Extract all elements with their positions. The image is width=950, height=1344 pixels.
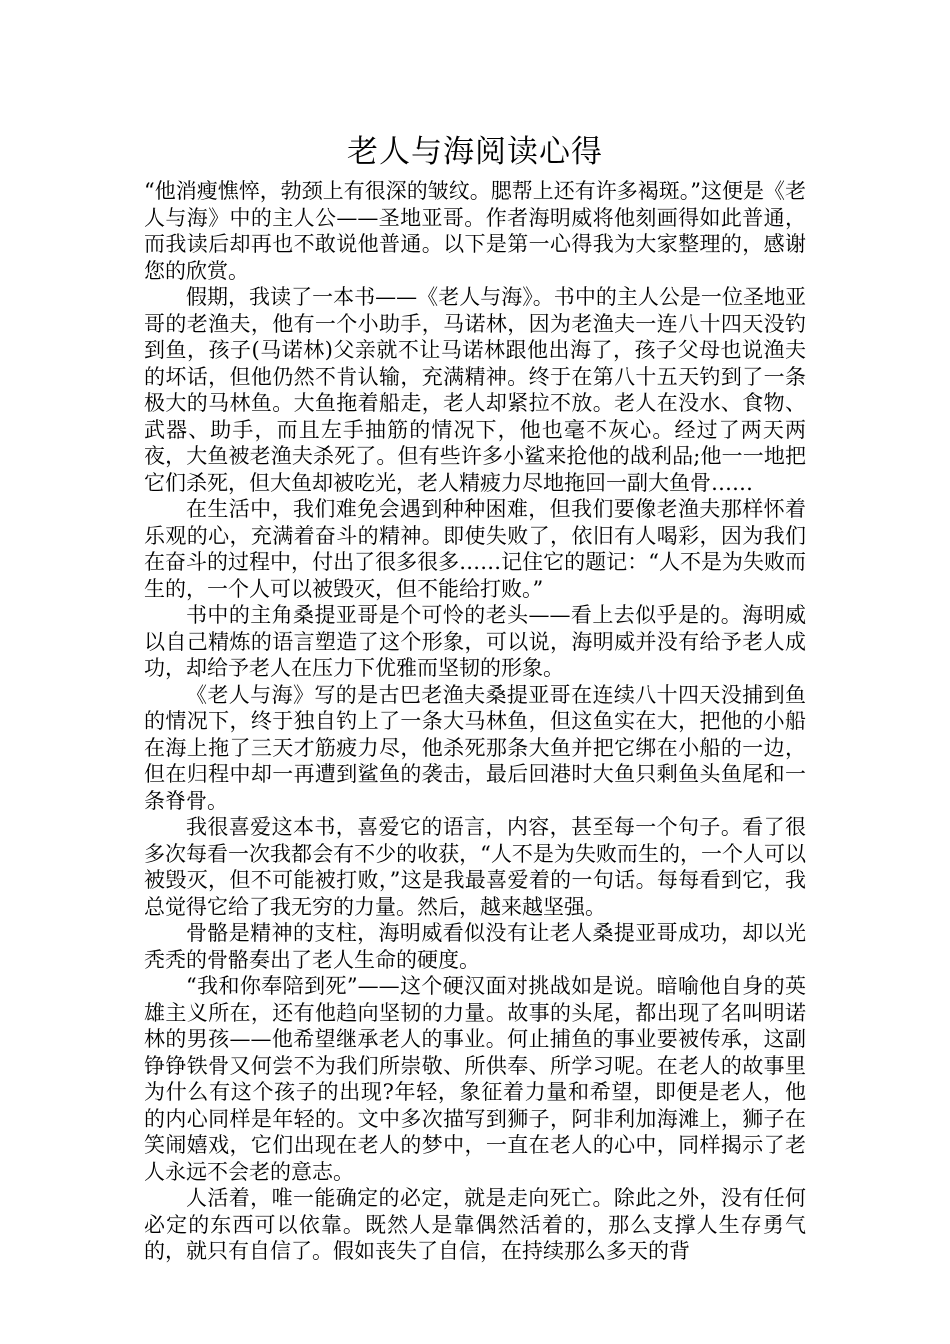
paragraph: 书中的主角桑提亚哥是个可怜的老头——看上去似乎是的。海明威以自己精炼的语言塑造了这个形象，可以说，海明威并没有给予老人成功，却给予老人在压力下优雅而坚韧的形象。 — [144, 603, 806, 680]
paragraph-intro: “他消瘦憔悴，勃颈上有很深的皱纹。腮帮上还有许多褐斑。”这便是《老人与海》中的主人公——圣地亚哥。作者海明威将他刻画得如此普通，而我读后却再也不敢说他普通。以下是第一心得我为大家整理的，感谢您的欣赏。 — [144, 179, 806, 283]
paragraph: 我很喜爱这本书，喜爱它的语言，内容，甚至每一个句子。看了很多次每看一次我都会有不少的收获，“人不是为失败而生的，一个人可以被毁灭，但不可能被打败，”这是我最喜爱着的一句话。每每看到它，我总觉得它给了我无穷的力量。然后，越来越坚强。 — [144, 815, 806, 919]
paragraph: 《老人与海》写的是古巴老渔夫桑提亚哥在连续八十四天没捕到鱼的情况下，终于独自钓上了一条大马林鱼，但这鱼实在大，把他的小船在海上拖了三天才筋疲力尽，他杀死那条大鱼并把它绑在小船的一边，但在归程中却一再遭到鲨鱼的袭击，最后回港时大鱼只剩鱼头鱼尾和一条脊骨。 — [144, 682, 806, 813]
document-page — [144, 126, 806, 1265]
paragraph: 在生活中，我们难免会遇到种种困难，但我们要像老渔夫那样怀着乐观的心，充满着奋斗的精神。即使失败了，依旧有人喝彩，因为我们在奋斗的过程中，付出了很多很多……记住它的题记：“人不是为失败而生的，一个人可以被毁灭，但不能给打败。” — [144, 497, 806, 601]
document-title: 老人与海阅读心得 — [347, 134, 603, 170]
paragraph: 人活着，唯一能确定的必定，就是走向死亡。除此之外，没有任何必定的东西可以依靠。既然人是靠偶然活着的，那么支撑人生存勇气的，就只有自信了。假如丧失了自信，在持续那么多天的背 — [144, 1186, 806, 1263]
paragraph: 骨骼是精神的支柱，海明威看似没有让老人桑提亚哥成功，却以光秃秃的骨骼奏出了老人生命的硬度。 — [144, 921, 806, 972]
paragraph: 假期，我读了一本书——《老人与海》。书中的主人公是一位圣地亚哥的老渔夫，他有一个小助手，马诺林，因为老渔夫一连八十四天没钓到鱼，孩子(马诺林)父亲就不让马诺林跟他出海了，孩子父母也说渔夫的坏话，但他仍然不肯认输，充满精神。终于在第八十五天钓到了一条极大的马林鱼。大鱼拖着船走，老人却紧拉不放。老人在没水、食物、武器、助手，而且左手抽筋的情况下，他也毫不灰心。经过了两天两夜，大鱼被老渔夫杀死了。但有些许多小鲨来抢他的战利品;他一一地把它们杀死，但大鱼却被吃光，老人精疲力尽地拖回一副大鱼骨…… — [144, 285, 806, 495]
paragraph: “我和你奉陪到死”——这个硬汉面对挑战如是说。暗喻他自身的英雄主义所在，还有他趋向坚韧的力量。故事的头尾，都出现了名叫明诺林的男孩——他希望继承老人的事业。何止捕鱼的事业要被传承，这副铮铮铁骨又何尝不为我们所崇敬、所供奉、所学习呢。在老人的故事里为什么有这个孩子的出现?年轻，象征着力量和希望，即便是老人，他的内心同样是年轻的。文中多次描写到狮子，阿非利加海滩上，狮子在笑闹嬉戏，它们出现在老人的梦中，一直在老人的心中，同样揭示了老人永远不会老的意志。 — [144, 974, 806, 1184]
